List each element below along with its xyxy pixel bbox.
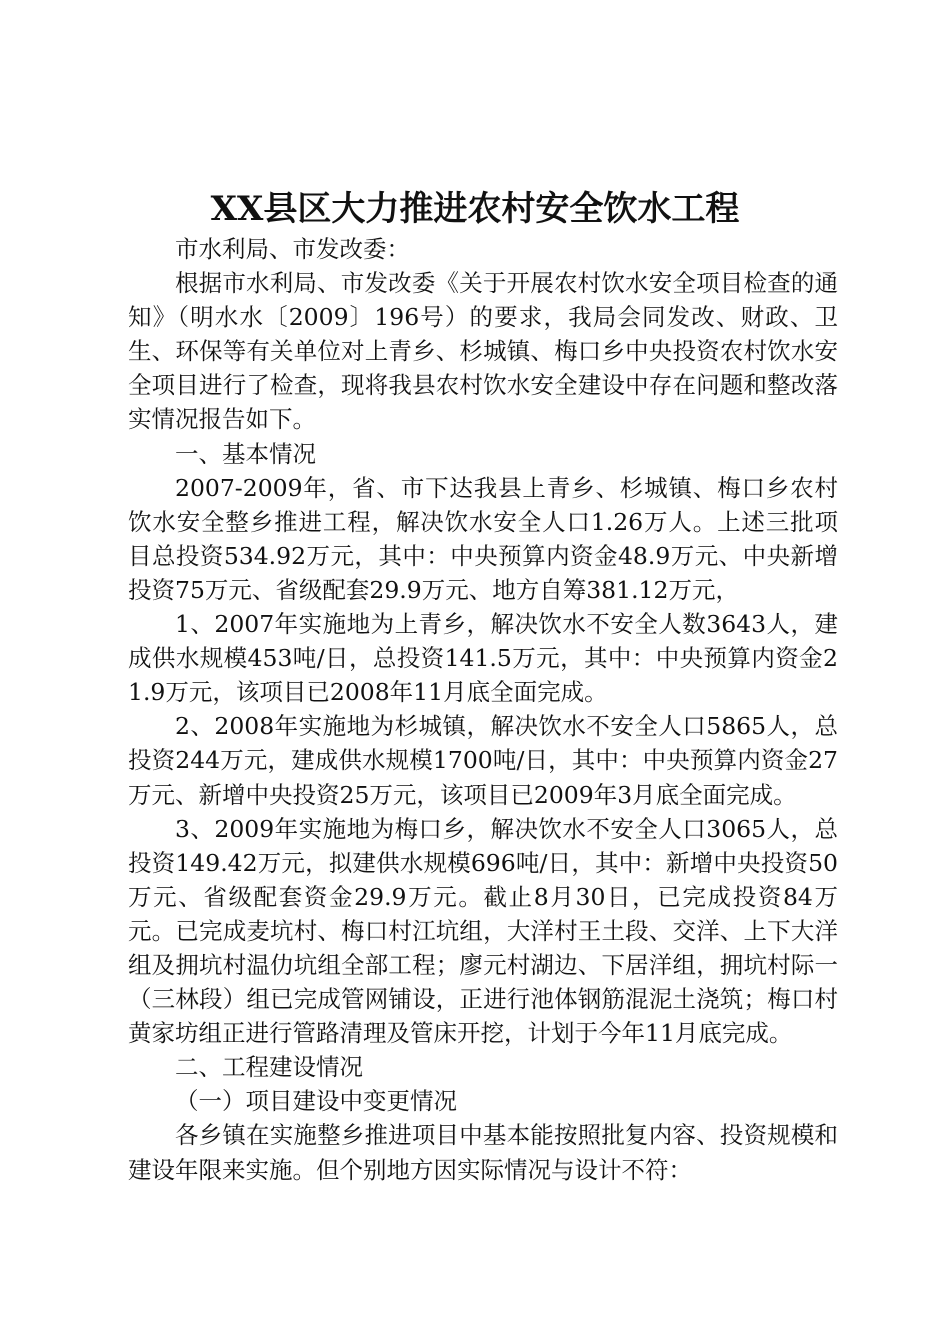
paragraph-intro: 根据市水利局、市发改委《关于开展农村饮水安全项目检查的通知》（明水水〔2009〕196号）的要求，我局会同发改、财政、卫生、环保等有关单位对上青乡、杉城镇、梅口乡中央投资农村饮水安全项目进行了检查，现将我县农村饮水安全建设中存在问题和整改落实情况报告如下。 <box>128 269 838 434</box>
paragraph-changes: 各乡镇在实施整乡推进项目中基本能按照批复内容、投资规模和建设年限来实施。但个别地方因实际情况与设计不符： <box>128 1121 838 1184</box>
paragraph-item-2007: 1、2007年实施地为上青乡，解决饮水不安全人数3643人，建成供水规模453吨/日，总投资141.5万元，其中：中央预算内资金21.9万元，该项目已2008年11月底全面完成。 <box>128 610 838 707</box>
document-title: XX县区大力推进农村安全饮水工程 <box>210 189 740 229</box>
subheading-changes: （一）项目建设中变更情况 <box>175 1087 457 1116</box>
heading-basic-situation: 一、基本情况 <box>175 439 316 468</box>
document-body <box>128 232 838 1187</box>
paragraph-item-2008: 2、2008年实施地为杉城镇，解决饮水不安全人口5865人，总投资244万元，建成供水规模1700吨/日，其中：中央预算内资金27万元、新增中央投资25万元，该项目已2009年3月底全面完成。 <box>128 712 838 809</box>
paragraph-overview: 2007-2009年，省、市下达我县上青乡、杉城镇、梅口乡农村饮水安全整乡推进工程，解决饮水安全人口1.26万人。上述三批项目总投资534.92万元，其中：中央预算内资金48.9万元、中央新增投资75万元、省级配套29.9万元、地方自筹381.12万元， <box>128 473 838 604</box>
paragraph-item-2009: 3、2009年实施地为梅口乡，解决饮水不安全人口3065人，总投资149.42万元，拟建供水规模696吨/日，其中：新增中央投资50万元、省级配套资金29.9万元。截止8月30日，已完成投资84万元。已完成麦坑村、梅口村江坑组，大洋村王土段、交洋、上下大洋组及拥坑村温仂坑组全部工程；廖元村湖边、下居洋组，拥坑村际一（三林段）组已完成管网铺设，正进行池体钢筋混泥土浇筑；梅口村黄家坊组正进行管路清理及管床开挖，计划于今年11月底完成。 <box>128 814 838 1048</box>
heading-construction: 二、工程建设情况 <box>175 1053 363 1082</box>
paragraph-salutation: 市水利局、市发改委： <box>175 235 410 263</box>
